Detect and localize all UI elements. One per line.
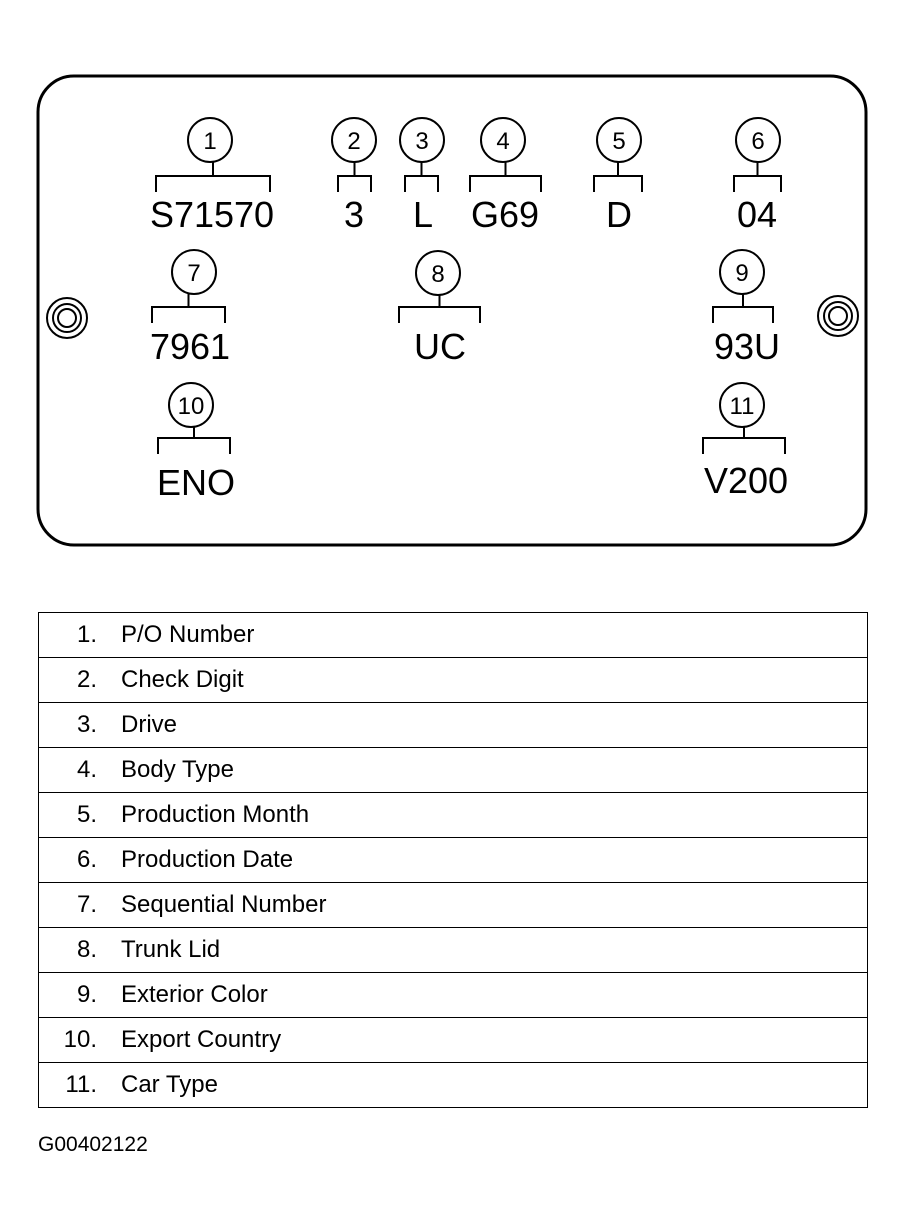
- callout-number: 3: [415, 128, 429, 155]
- legend-row: [39, 703, 868, 748]
- legend-label: Check Digit: [121, 666, 244, 693]
- legend-row: [39, 658, 868, 703]
- callout-number: 1: [203, 128, 217, 155]
- legend-label: Drive: [121, 711, 178, 738]
- legend-label: Sequential Number: [121, 891, 327, 918]
- legend-table: [38, 612, 868, 1108]
- legend-row: [39, 793, 868, 838]
- legend-row: [39, 973, 868, 1018]
- legend-number: 1.: [76, 621, 97, 648]
- legend-number: 6.: [76, 846, 97, 873]
- legend-label: Export Country: [121, 1026, 282, 1053]
- plate-code: ENO: [156, 462, 236, 503]
- legend-number: 8.: [76, 936, 97, 963]
- id-plate-diagram: [0, 0, 906, 600]
- plate-code: D: [606, 194, 632, 235]
- plate-code: 93U: [713, 326, 781, 367]
- legend-number: 11.: [65, 1071, 97, 1098]
- callout-number: 5: [612, 128, 626, 155]
- callout-number: 6: [751, 128, 765, 155]
- legend-label: Trunk Lid: [121, 936, 221, 963]
- legend-label: Exterior Color: [121, 981, 268, 1008]
- callout-number: 11: [729, 393, 755, 420]
- legend-row: [39, 1063, 868, 1108]
- callout-number: 9: [735, 260, 749, 287]
- legend-label: Car Type: [121, 1071, 218, 1098]
- legend-row: [39, 928, 868, 973]
- legend-label: P/O Number: [121, 621, 255, 648]
- legend-row: [39, 613, 868, 658]
- legend-label: Production Date: [121, 846, 294, 873]
- callout-number: 2: [347, 128, 361, 155]
- legend-number: 4.: [76, 756, 97, 783]
- callout-number: 8: [431, 261, 445, 288]
- legend-row: [39, 838, 868, 883]
- figure-id: G00402122: [38, 1133, 148, 1156]
- legend-row: [39, 883, 868, 928]
- plate-code: L: [412, 194, 434, 235]
- plate-code: 3: [343, 194, 365, 235]
- callout-6: [734, 118, 781, 235]
- callout-number: 10: [177, 393, 205, 420]
- plate-code: UC: [414, 326, 466, 367]
- plate-code: S71570: [149, 194, 275, 235]
- legend-row: [39, 748, 868, 793]
- legend-label: Body Type: [121, 756, 234, 783]
- legend-number: 9.: [76, 981, 97, 1008]
- plate-code: 7961: [149, 326, 231, 367]
- legend-row: [39, 1018, 868, 1063]
- legend-number: 3.: [76, 711, 97, 738]
- legend-number: 2.: [76, 666, 97, 693]
- callout-number: 4: [496, 128, 510, 155]
- legend-number: 10.: [63, 1026, 97, 1053]
- legend-number: 7.: [76, 891, 97, 918]
- callout-number: 7: [187, 260, 201, 287]
- legend-number: 5.: [76, 801, 97, 828]
- plate-code: V200: [703, 460, 789, 501]
- legend-label: Production Month: [121, 801, 310, 828]
- plate-code: G69: [470, 194, 540, 235]
- plate-code: 04: [736, 194, 778, 235]
